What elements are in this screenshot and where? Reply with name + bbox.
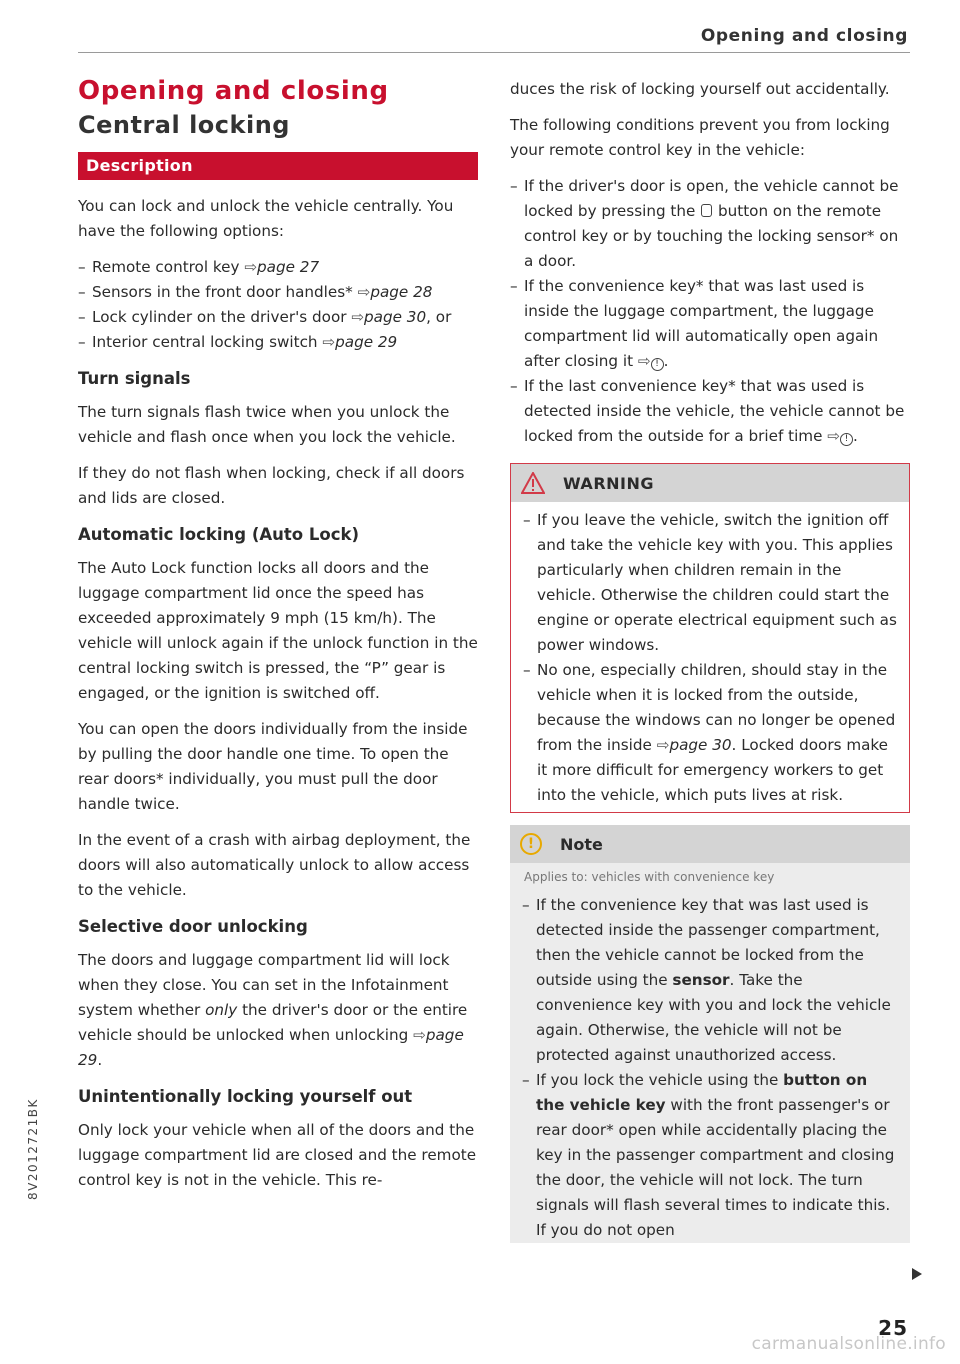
header-rule [78,52,910,53]
description-bar: Description [78,152,478,180]
options-list [78,255,478,355]
paragraph: You can open the doors individually from the inside by pulling the door handle one time. To open the rear doors* individually, you must pull the door handle twice. [78,720,468,813]
lock-icon [701,204,712,217]
page-link[interactable]: ⇨page 29 [322,333,398,351]
list-item: – If the last convenience key* that was used is detected inside the vehicle, the vehicle cannot be locked from the outside for a brief time ⇨ ! . [510,374,910,449]
heading-turn-signals: Turn signals [78,369,191,388]
warning-label: WARNING [563,473,654,493]
document-code: 8V2012721BK [26,1098,40,1200]
page-number: 25 [878,1316,908,1340]
running-header: Opening and closing [700,26,908,46]
page-link[interactable]: ⇨page 30 [351,308,427,326]
note-list [522,893,900,1243]
list-item: – If the convenience key that was last used is detected inside the passenger compartment, then the vehicle cannot be locked from the outside using the sensor. Take the convenience key with you and lock the vehicle again. Otherwise, the vehicle will not be protected against unauthorized access. [522,893,900,1068]
list-item: – Lock cylinder on the driver's door ⇨page 30, or [78,305,478,330]
caution-circle-icon: ! [520,833,542,855]
warning-header [511,464,909,502]
list-item: – Sensors in the front door handles* ⇨page 28 [78,280,478,305]
applies-to-text: Applies to: vehicles with convenience key [524,870,775,884]
warning-list [523,508,899,808]
paragraph: The following conditions prevent you from locking your remote control key in the vehicle: [510,116,890,159]
list-item: – If you lock the vehicle using the button on the vehicle key with the front passenger's or rear door* open while accidentally placing the key in the passenger compartment and closing the door, the vehicle will not lock. The turn signals will flash several times to indicate this. If you do not open [522,1068,900,1243]
heading-selective-unlocking: Selective door unlocking [78,917,308,936]
note-header [510,825,910,863]
notice-link[interactable]: ⇨ ! [638,352,664,370]
continue-arrow-icon [912,1268,922,1280]
warning-triangle-icon [521,472,545,494]
heading-locking-yourself-out: Unintentionally locking yourself out [78,1087,413,1106]
page-link[interactable]: ⇨page 28 [357,283,433,301]
paragraph: The doors and luggage compartment lid will lock when they close. You can set in the Infotainment system whether only the driver's door or the entire vehicle should be unlocked when unlocking ⇨page 29. [78,951,468,1069]
page-link[interactable]: ⇨page 30 [656,736,732,754]
intro-paragraph: You can lock and unlock the vehicle centrally. You have the following options: [78,197,454,240]
watermark: carmanualsonline.info [751,1334,946,1354]
paragraph: duces the risk of locking yourself out accidentally. [510,80,890,98]
paragraph: The turn signals flash twice when you unlock the vehicle and flash once when you lock the vehicle. [78,403,456,446]
warning-box [510,463,910,813]
heading-auto-lock: Automatic locking (Auto Lock) [78,525,360,544]
list-item: – If the convenience key* that was last used is inside the luggage compartment, the luggage compartment lid will automatically open again after closing it ⇨ ! . [510,274,910,374]
paragraph: The Auto Lock function locks all doors and the luggage compartment lid once the speed has exceeded approximately 9 mph (15 km/h). The vehicle will unlock again if the unlock function in the central locking switch is pressed, the “P” gear is engaged, or the ignition is switched off. [78,559,478,702]
page-link[interactable]: ⇨page 27 [244,258,320,276]
paragraph: Only lock your vehicle when all of the doors and the luggage compartment lid are closed and the remote control key is not in the vehicle. This re- [78,1121,477,1189]
left-column [78,74,478,1204]
list-item: – If you leave the vehicle, switch the ignition off and take the vehicle key with you. This applies particularly when children remain in the vehicle. Otherwise the children could start the engine or operate electrical equipment such as power windows. [523,508,899,658]
conditions-list [510,174,910,449]
list-item: – Interior central locking switch ⇨page 29 [78,330,478,355]
note-box [510,825,910,1243]
notice-link[interactable]: ⇨ ! [827,427,853,445]
right-column [510,77,910,1243]
page-title: Opening and closing [78,76,389,106]
list-item: – Remote control key ⇨page 27 [78,255,478,280]
caution-circle-icon: ! [840,433,853,446]
list-item: – If the driver's door is open, the vehicle cannot be locked by pressing the button on the remote control key or by touching the locking sensor* on a door. [510,174,910,274]
note-label: Note [560,834,603,854]
list-item: – No one, especially children, should stay in the vehicle when it is locked from the outside, because the windows can no longer be opened from the inside ⇨page 30. Locked doors make it more difficult for emergency workers to get into the vehicle, which puts lives at risk. [523,658,899,808]
section-title: Central locking [78,111,290,139]
caution-circle-icon: ! [651,358,664,371]
paragraph: In the event of a crash with airbag deployment, the doors will also automatically unlock to allow access to the vehicle. [78,831,471,899]
page-link[interactable]: ⇨page 29 [78,1026,464,1069]
paragraph: If they do not flash when locking, check if all doors and lids are closed. [78,464,465,507]
